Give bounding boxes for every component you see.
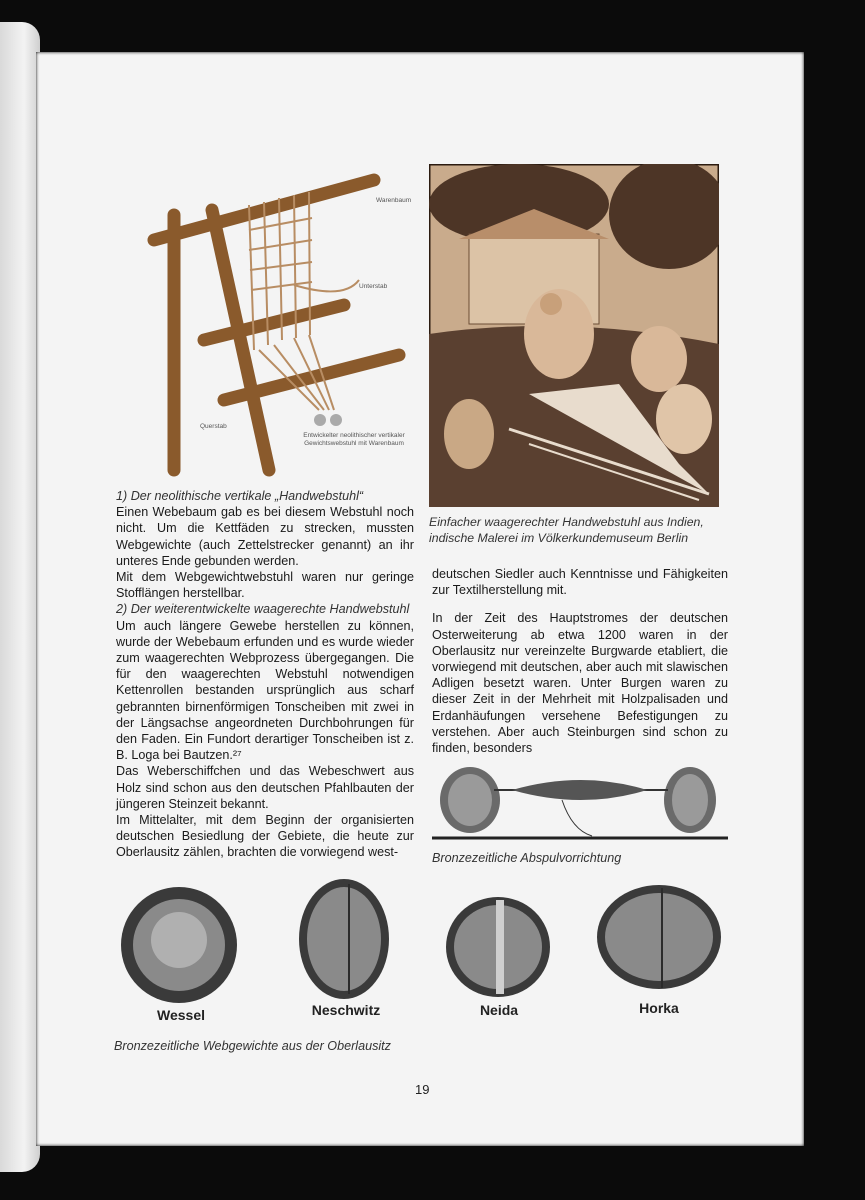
page-number: 19	[415, 1082, 430, 1097]
right-paragraph-2: In der Zeit des Hauptstromes der deutschen Osterweiterung ab etwa 1200 waren in der Oberlausitz nur vereinzelte Burgwarde etabliert, die vorwiegend mit deutschen, aber auch mit slawischen Adligen besetzt waren. Unter Burgen waren zu dieser Zeit in der Mehrheit mit Holzpalisaden und Erdanhäufungen versehene Befestigungen zu verstehen. Aber auch Steinburgen sind schon zu finden, besonders	[432, 611, 728, 756]
right-paragraph-1: deutschen Siedler auch Kenntnisse und Fähigkeiten zur Textilherstellung mit.	[432, 567, 728, 598]
stone-label-neschwitz: Neschwitz	[311, 1002, 381, 1018]
section-2-heading: 2) Der weiterentwickelte waagerechte Handwebstuhl	[116, 602, 410, 617]
spool-device-illustration	[432, 760, 728, 846]
india-painting-caption	[429, 514, 729, 546]
loom-illustration	[144, 170, 444, 490]
stone-label-wessel: Wessel	[157, 1007, 205, 1023]
paragraph-2: Mit dem Webgewichtwebstuhl waren nur geringe Stofflängen herstellbar.	[116, 570, 414, 601]
book-spine	[0, 22, 40, 1172]
loom-label-warenbaum: Warenbaum	[376, 197, 412, 204]
spool-caption: Bronzezeitliche Abspulvorrichtung	[432, 851, 622, 865]
paragraph-3: Um auch längere Gewebe herstellen zu können, wurde der Webebaum erfunden und es wurde wieder zum waagerechten Webprozess übergegangen. Die für den waagerechten Webstuhl notwendigen Kettenrollen bestanden ursprünglich aus scharf gebrannten birnenförmigen Tonscheiben mit zwei in der Längsachse angeordneten Durchbohrungen für den Faden. Ein Fundort derartiger Tonscheiben ist z. B. Loga bei Bautzen.²⁷	[116, 618, 414, 763]
stone-label-neida: Neida	[479, 1002, 519, 1018]
loom-label-querstab: Querstab	[200, 423, 227, 430]
stone-label-horka: Horka	[639, 1000, 679, 1016]
book-page	[36, 52, 804, 1146]
right-column-text	[432, 566, 728, 756]
india-loom-painting	[429, 164, 719, 507]
section-1-heading: 1) Der neolithische vertikale „Handwebstuhl“	[116, 489, 364, 503]
india-caption-line-2: indische Malerei im Völkerkundemuseum Berlin	[429, 531, 689, 546]
paragraph-5: Im Mittelalter, mit dem Beginn der organisierten deutschen Besiedlung der Gebiete, die heute zur Oberlausitz zählen, brachten die vorwiegend west-	[116, 813, 414, 860]
loom-label-unterstab: Unterstab	[359, 283, 388, 290]
stone-weight-wessel	[116, 882, 242, 1008]
stone-weight-neida	[441, 892, 556, 1002]
left-column-text	[116, 488, 414, 861]
loom-label-description: Entwickelter neolithischer vertikaler Gewichtswebstuhl mit Warenbaum	[303, 432, 405, 447]
india-caption-line-1: Einfacher waagerechter Handwebstuhl aus Indien,	[429, 515, 704, 529]
paragraph-1: Einen Webebaum gab es bei diesem Webstuhl noch nicht. Um die Kettfäden zu strecken, mussten Webgewichte (auch Zettelstrecker genannt) an ihr unteres Ende gebunden werden.	[116, 505, 414, 568]
weights-caption: Bronzezeitliche Webgewichte aus der Oberlausitz	[114, 1039, 391, 1053]
stone-weight-neschwitz	[294, 874, 394, 1004]
stone-weight-horka	[594, 880, 724, 995]
paragraph-4: Das Weberschiffchen und das Webeschwert aus Holz sind schon aus den deutschen Pfahlbauten der jüngeren Steinzeit bekannt.	[116, 764, 414, 811]
